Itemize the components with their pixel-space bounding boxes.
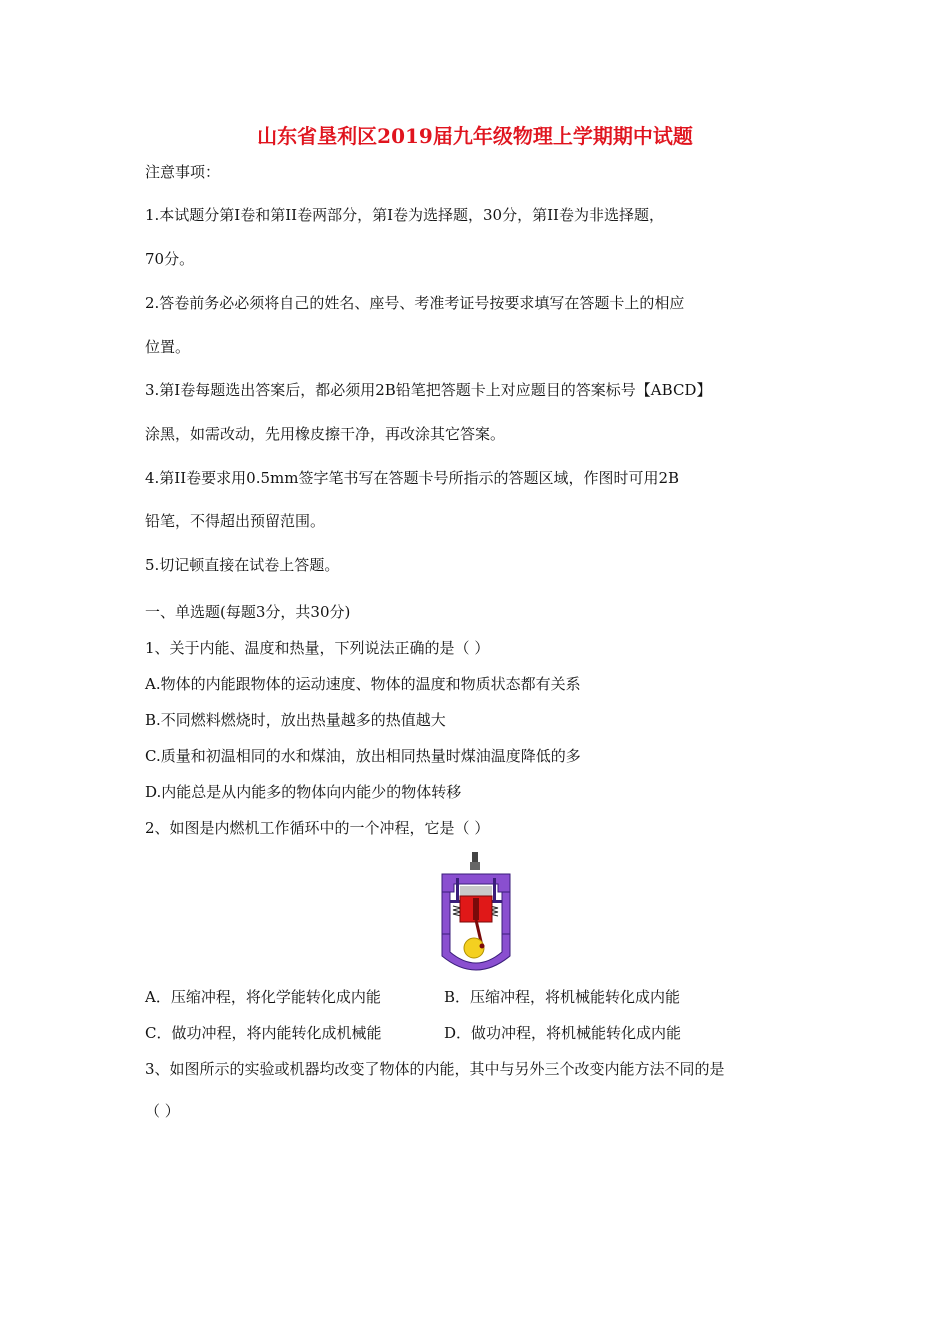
- section-heading: 一、单选题(每题3分，共30分): [145, 603, 351, 621]
- question-1-option-b: B.不同燃料燃烧时，放出热量越多的热值越大: [145, 711, 446, 729]
- notice-line: 铅笔，不得超出预留范围。: [145, 512, 326, 530]
- question-3-stem: 3、如图所示的实验或机器均改变了物体的内能，其中与另外三个改变内能方法不同的是: [145, 1060, 725, 1078]
- question-1-stem: 1、关于内能、温度和热量，下列说法正确的是（ ）: [145, 639, 490, 657]
- notice-line: 3.第Ⅰ卷每题选出答案后，都必须用2B铅笔把答题卡上对应题目的答案标号【ABCD】: [145, 381, 712, 399]
- question-1-option-a: A.物体的内能跟物体的运动速度、物体的温度和物质状态都有关系: [145, 675, 581, 693]
- notice-line: 涂黑，如需改动，先用橡皮擦干净，再改涂其它答案。: [145, 425, 506, 443]
- notice-line: 5.切记顿直接在试卷上答题。: [145, 556, 340, 574]
- question-1-option-c: C.质量和初温相同的水和煤油，放出相同热量时煤油温度降低的多: [145, 747, 581, 765]
- question-2-option-c: C．做功冲程，将内能转化成机械能: [145, 1024, 382, 1042]
- question-1-option-d: D.内能总是从内能多的物体向内能少的物体转移: [145, 783, 462, 801]
- question-2-option-d: D．做功冲程，将机械能转化成内能: [444, 1024, 682, 1042]
- question-2-stem: 2、如图是内燃机工作循环中的一个冲程，它是（ ）: [145, 819, 490, 837]
- engine-cylinder-icon: [436, 852, 516, 974]
- notice-heading: 注意事项：: [145, 163, 221, 181]
- question-2-option-b: B．压缩冲程，将机械能转化成内能: [444, 988, 681, 1006]
- question-3-stem-cont: （ ）: [145, 1102, 180, 1120]
- notice-line: 4.第II卷要求用0.5mm签字笔书写在答题卡号所指示的答题区域，作图时可用2B: [145, 469, 680, 487]
- page-title: 山东省垦利区2019届九年级物理上学期期中试题: [257, 124, 693, 148]
- notice-line: 位置。: [145, 338, 191, 356]
- notice-line: 70分。: [145, 250, 195, 268]
- notice-line: 1.本试题分第Ⅰ卷和第II卷两部分，第Ⅰ卷为选择题，30分，第II卷为非选择题，: [145, 206, 664, 224]
- notice-line: 2.答卷前务必必须将自己的姓名、座号、考准考证号按要求填写在答题卡上的相应: [145, 294, 685, 312]
- question-2-option-a: A．压缩冲程，将化学能转化成内能: [145, 988, 381, 1006]
